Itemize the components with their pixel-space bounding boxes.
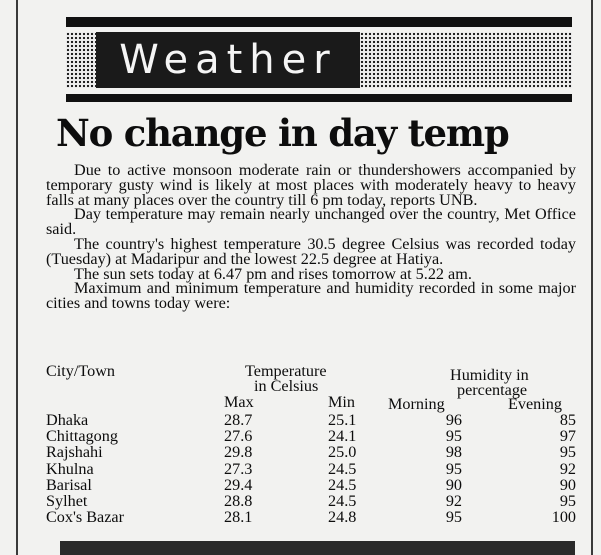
table-row (46, 461, 581, 477)
cell-morning: 95 (445, 459, 462, 478)
cell-min: 24.5 (328, 459, 357, 478)
cell-min: 24.5 (328, 475, 357, 494)
weather-table-header (46, 362, 581, 413)
humidity-group-header: Humidity in (450, 366, 529, 384)
cell-evening: 95 (559, 491, 576, 510)
paragraph: Day temperature may remain nearly unchanged over the country, Met Office said. (46, 205, 576, 239)
cell-evening: 95 (559, 443, 576, 462)
cell-city: Cox's Bazar (46, 508, 124, 527)
cell-city: Rajshahi (46, 443, 103, 462)
halftone-pattern-left (66, 32, 96, 88)
paragraph: Due to active monsoon moderate rain or thundershowers accompanied by temporary gusty wind is likely at most places with moderately heavy to heavy falls at many places over the country till 6 pm today, reports UNB. (46, 161, 576, 209)
temp-group-header-line2: in Celsius (254, 377, 319, 395)
paragraph: Maximum and minimum temperature and humidity recorded in some major cities and towns today were: (46, 279, 576, 313)
cell-morning: 95 (445, 427, 462, 446)
top-rule (66, 17, 572, 27)
table-row (46, 412, 581, 428)
cell-morning: 92 (445, 491, 462, 510)
cell-morning: 98 (445, 443, 462, 462)
cell-evening: 97 (559, 427, 576, 446)
table-row (46, 428, 581, 444)
headline: No change in day temp (56, 111, 509, 155)
cell-min: 24.8 (328, 508, 357, 527)
table-row (46, 493, 581, 509)
halftone-pattern-right (360, 32, 572, 88)
cell-max: 29.8 (224, 443, 253, 462)
weather-table-body (46, 412, 581, 525)
temp-group-header: Temperature (245, 362, 327, 380)
cell-evening: 92 (559, 459, 576, 478)
cell-max: 29.4 (224, 475, 253, 494)
section-banner (66, 32, 572, 88)
cell-max: 28.8 (224, 491, 253, 510)
cell-max: 28.1 (224, 508, 253, 527)
table-row (46, 509, 581, 525)
cell-min: 25.0 (328, 443, 357, 462)
cell-morning: 95 (445, 508, 462, 527)
cell-city: Dhaka (46, 411, 89, 429)
section-title: Weather (96, 32, 360, 88)
cell-city: Chittagong (46, 427, 118, 446)
cell-morning: 96 (445, 411, 462, 429)
table-row (46, 477, 581, 493)
paragraph: The sun sets today at 6.47 pm and rises tomorrow at 5.22 am. (74, 264, 472, 283)
cell-max: 28.7 (224, 411, 253, 429)
next-section-bar (60, 541, 575, 555)
cell-evening: 100 (551, 508, 576, 527)
bottom-rule (66, 94, 572, 102)
col-morning-header: Morning (388, 395, 445, 413)
col-evening-header: Evening (508, 395, 562, 413)
article-body (46, 163, 576, 311)
col-city-header: City/Town (46, 362, 116, 380)
table-row (46, 444, 581, 460)
cell-city: Khulna (46, 459, 94, 478)
humidity-group-header-line2: percentage (457, 381, 528, 399)
cell-max: 27.6 (224, 427, 253, 446)
col-max-header: Max (224, 393, 254, 411)
cell-morning: 90 (445, 475, 462, 494)
cell-evening: 85 (559, 411, 576, 429)
paragraph: The country's highest temperature 30.5 degree Celsius was recorded today (Tuesday) at Madaripur and the lowest 22.5 degree at Hatiya. (46, 234, 576, 268)
col-min-header: Min (328, 393, 355, 411)
cell-min: 25.1 (328, 411, 357, 429)
cell-city: Sylhet (46, 491, 88, 510)
cell-max: 27.3 (224, 459, 253, 478)
cell-min: 24.5 (328, 491, 357, 510)
cell-evening: 90 (559, 475, 576, 494)
cell-city: Barisal (46, 475, 92, 494)
cell-min: 24.1 (328, 427, 357, 446)
